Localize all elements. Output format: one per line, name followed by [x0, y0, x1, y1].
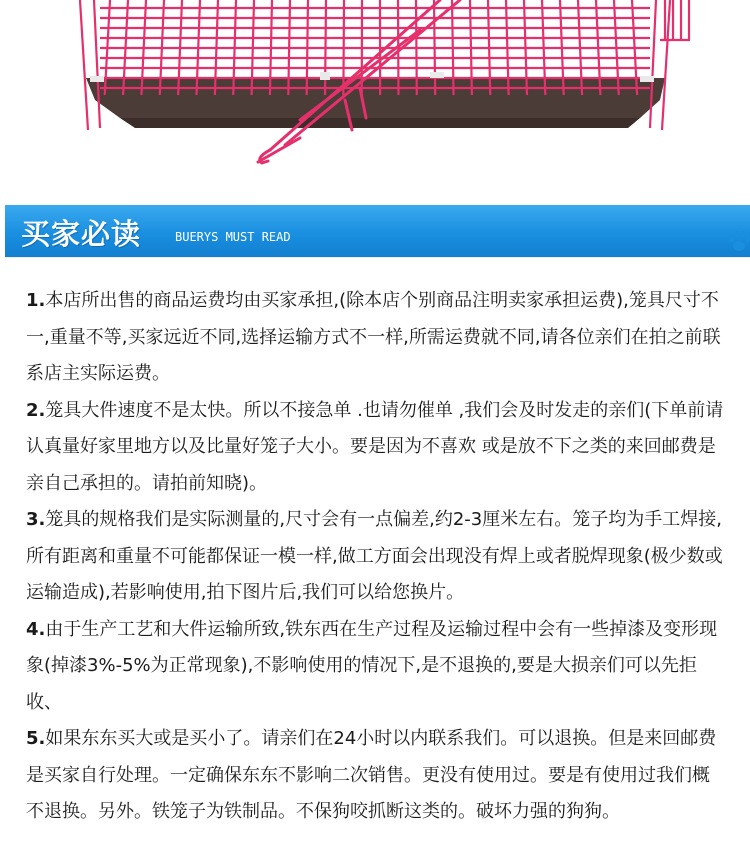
notice-number: 3. [26, 509, 46, 530]
notice-item-4 [26, 612, 726, 722]
notice-text: 笼具大件速度不是太快。所以不接急单 .也请勿催单 ,我们会及时发走的亲们(下单前请认真量好家里地方以及比量好笼子大小。要是因为不喜欢 或是放不下之类的来回邮费是亲自己承担的。请拍前知晓)。 [26, 399, 724, 494]
notice-item-1 [26, 283, 726, 393]
cage-product-photo [0, 0, 750, 175]
notice-text: 由于生产工艺和大件运输所致,铁东西在生产过程及运输过程中会有一些掉漆及变形现象(掉漆3%-5%为正常现象),不影响使用的情况下,是不退换的,要是大损亲们可以先拒收、 [26, 618, 718, 713]
notice-item-5 [26, 721, 726, 831]
notice-number: 1. [26, 290, 46, 311]
banner-subtitle: BUERYS MUST READ [175, 230, 291, 244]
notice-list [26, 283, 726, 831]
notice-number: 4. [26, 618, 46, 640]
notice-item-3 [26, 502, 726, 612]
notice-number: 2. [26, 399, 46, 421]
notice-number: 5. [26, 728, 46, 749]
paw-print-icon [728, 228, 750, 254]
notice-text: 本店所出售的商品运费均由买家承担,(除本店个别商品注明卖家承担运费),笼具尺寸不一,重量不等,买家远近不同,选择运输方式不一样,所需运费就不同,请各位亲们在拍之前联系店主实际运费。 [26, 290, 721, 384]
notice-text: 笼具的规格我们是实际测量的,尺寸会有一点偏差,约2-3厘米左右。笼子均为手工焊接,所有距离和重量不可能都保证一模一样,做工方面会出现没有焊上或者脱焊现象(极少数或运输造成),若影响使用,拍下图片后,我们可以给您换片。 [26, 509, 723, 603]
notice-item-2 [26, 393, 726, 503]
banner-title: 买家必读 [21, 217, 142, 251]
notice-text: 如果东东买大或是买小了。请亲们在24小时以内联系我们。可以退换。但是来回邮费是买家自行处理。一定确保东东不影响二次销售。更没有使用过。要是有使用过我们概不退换。另外。铁笼子为铁制品。不保狗咬抓断这类的。破坏力强的狗狗。 [26, 728, 717, 822]
buyers-must-read-banner [5, 205, 750, 257]
